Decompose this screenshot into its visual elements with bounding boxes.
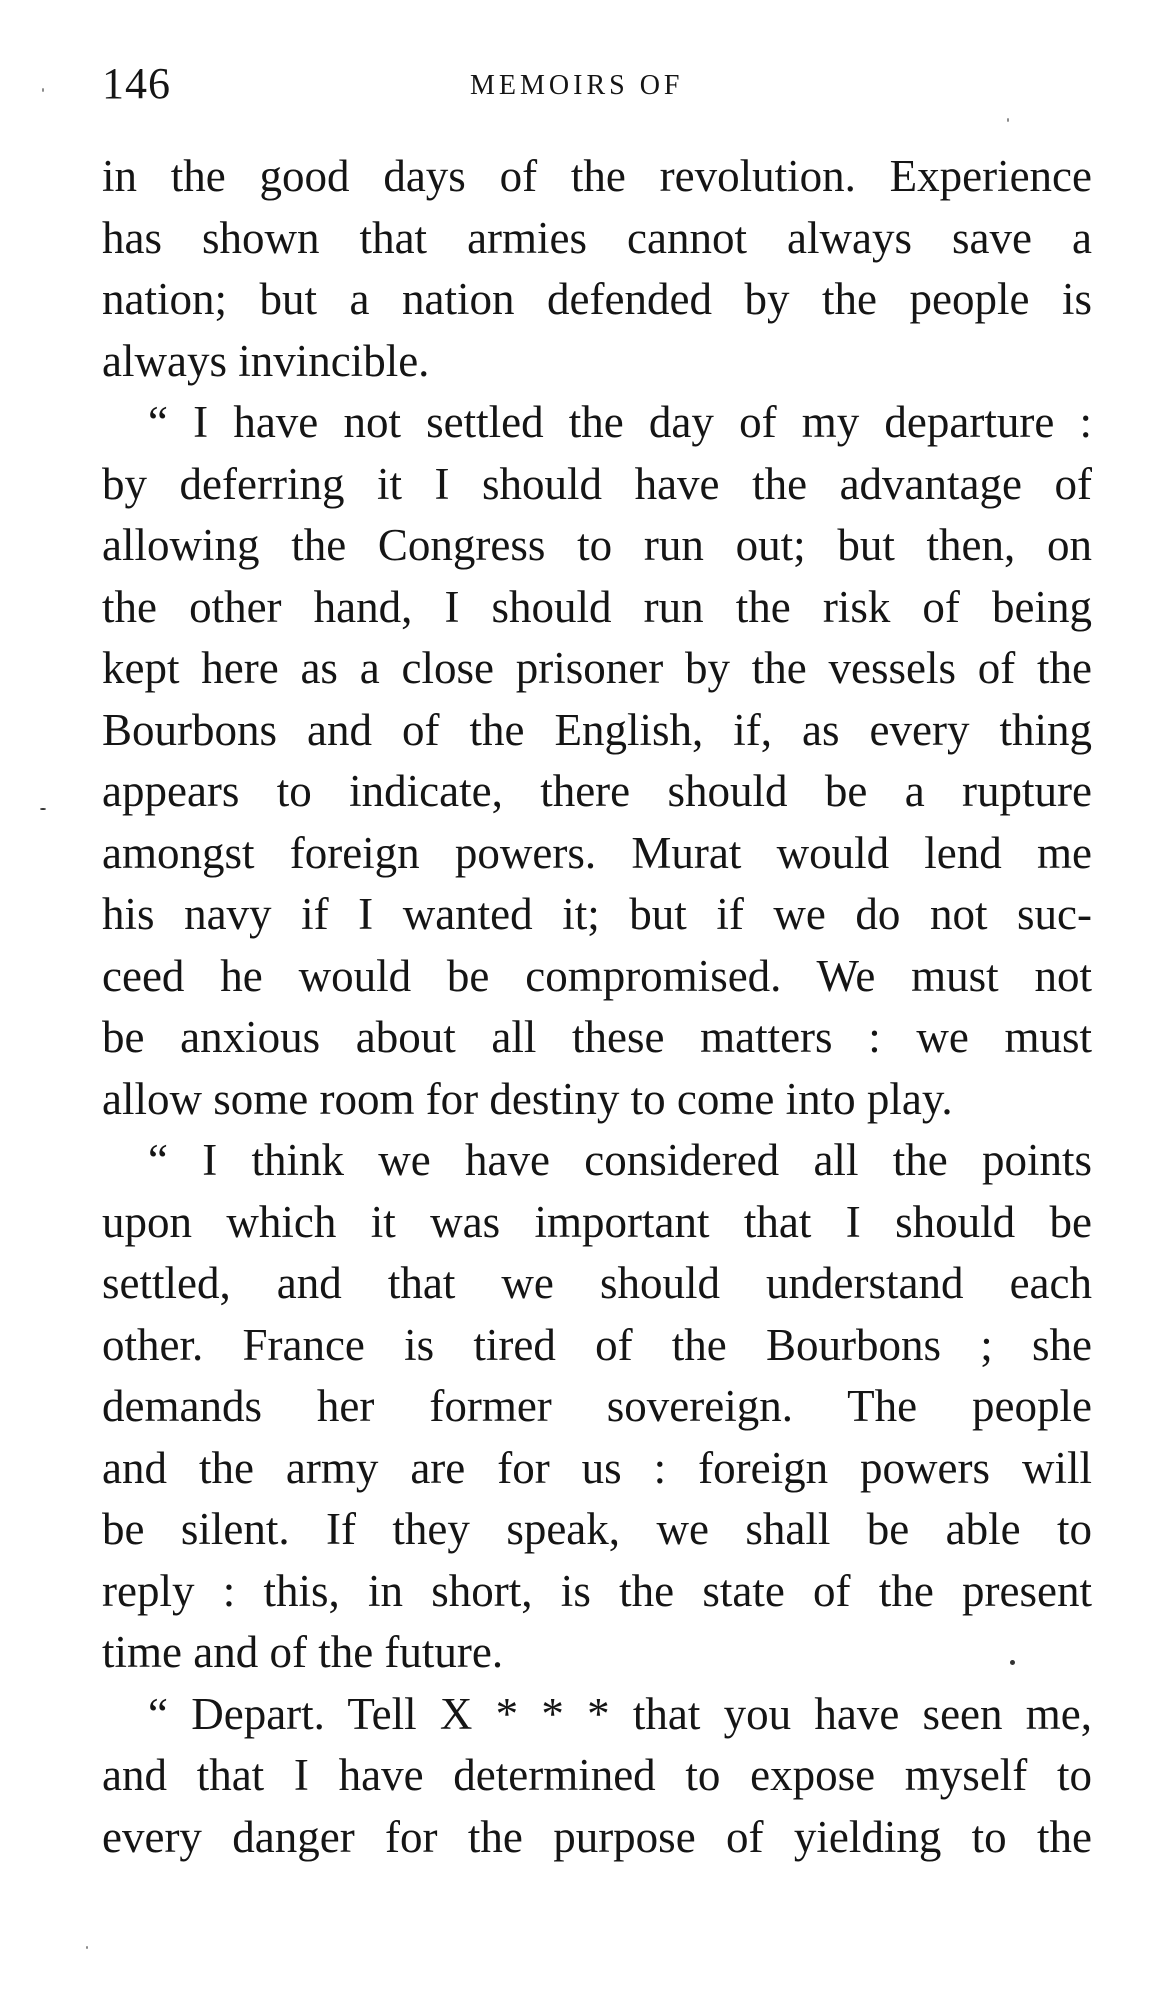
text-line: nation; but a nation defended by the people is bbox=[102, 274, 1092, 324]
print-speck bbox=[1010, 1660, 1015, 1665]
text-line: be anxious about all these matters : we must bbox=[102, 1012, 1092, 1062]
text-line: the other hand, I should run the risk of being bbox=[102, 581, 1092, 632]
text-line: always invincible. bbox=[102, 335, 430, 386]
text-line: his navy if I wanted it; but if we do not suc- bbox=[102, 889, 1092, 939]
text-line: upon which it was important that I should be bbox=[102, 1196, 1092, 1247]
text-line: reply : this, in short, is the state of the present bbox=[102, 1565, 1092, 1616]
text-line: and that I have determined to expose myself to bbox=[102, 1750, 1092, 1800]
text-line: time and of the future. bbox=[102, 1627, 504, 1677]
text-line: kept here as a close prisoner by the vessels of the bbox=[102, 643, 1092, 693]
text-line: and the army are for us : foreign powers will bbox=[102, 1442, 1092, 1493]
print-speck bbox=[40, 808, 46, 810]
text-line: by deferring it I should have the advantage of bbox=[102, 458, 1092, 509]
print-speck bbox=[42, 88, 44, 92]
text-line: appears to indicate, there should be a rupture bbox=[102, 766, 1092, 816]
body-text bbox=[102, 146, 1092, 1868]
text-line: demands her former sovereign. The people bbox=[102, 1381, 1092, 1431]
text-line: “ I think we have considered all the points bbox=[148, 1135, 1092, 1185]
running-head bbox=[102, 58, 1082, 118]
print-speck bbox=[1007, 118, 1009, 122]
text-line: every danger for the purpose of yielding to the bbox=[102, 1811, 1092, 1862]
text-line: “ I have not settled the day of my departure : bbox=[148, 397, 1092, 447]
text-line: has shown that armies cannot always save a bbox=[102, 212, 1092, 263]
print-speck bbox=[86, 1946, 88, 1949]
running-title: MEMOIRS OF bbox=[470, 70, 684, 101]
text-line: other. France is tired of the Bourbons ; she bbox=[102, 1319, 1092, 1370]
text-line: allow some room for destiny to come into play. bbox=[102, 1073, 953, 1124]
text-line: “ Depart. Tell X * * * that you have seen me, bbox=[148, 1688, 1092, 1739]
text-line: settled, and that we should understand each bbox=[102, 1258, 1092, 1308]
page-number: 146 bbox=[102, 59, 171, 108]
text-line: ceed he would be compromised. We must not bbox=[102, 950, 1092, 1001]
text-line: in the good days of the revolution. Experience bbox=[102, 151, 1092, 201]
text-line: amongst foreign powers. Murat would lend me bbox=[102, 827, 1092, 878]
text-line: allowing the Congress to run out; but then, on bbox=[102, 520, 1092, 570]
text-line: be silent. If they speak, we shall be able to bbox=[102, 1504, 1092, 1554]
text-line: Bourbons and of the English, if, as every thing bbox=[102, 704, 1092, 755]
